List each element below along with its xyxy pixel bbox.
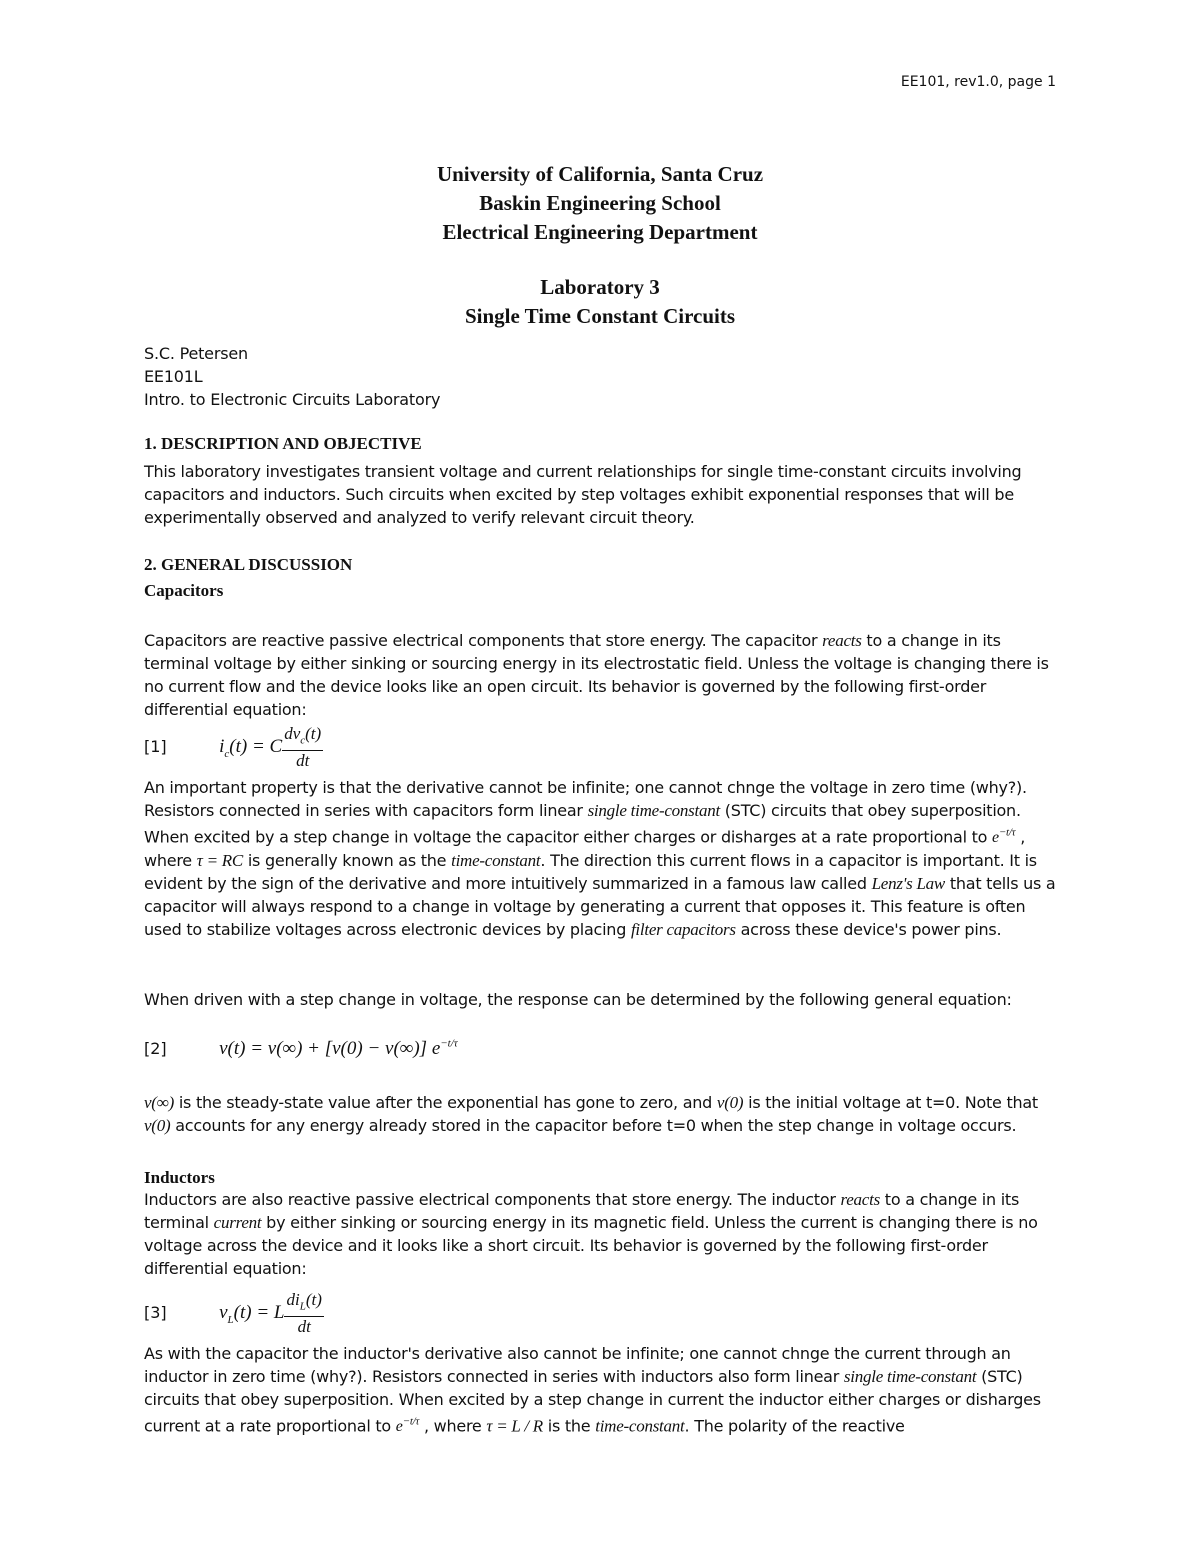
- text-span: is the initial voltage at t=0. Note that: [743, 1093, 1038, 1112]
- page-header: EE101, rev1.0, page 1: [900, 74, 1056, 90]
- text-span: accounts for any energy already stored in the capacitor before t=0 when the step change in voltage occurs.: [170, 1116, 1017, 1135]
- capacitors-paragraph-2: [144, 776, 1064, 941]
- emphasis: filter capacitors: [630, 920, 736, 940]
- section-heading: 2. GENERAL DISCUSSION: [144, 555, 353, 574]
- text-span: is the steady-state value after the exponential has gone to zero, and: [174, 1093, 717, 1112]
- subsection-heading-inductors: Inductors: [144, 1168, 215, 1187]
- exponential-term: $e^{-t/\tau}$: [395, 1416, 420, 1436]
- lab-number: Laboratory 3: [540, 275, 660, 299]
- text-span: that tells us a capacitor will always respond to a change in voltage by generating a current that opposes it. This feature is often used to stabilize voltages across electronic devices by placing: [144, 874, 1056, 940]
- emphasis: time-constant: [451, 851, 541, 871]
- paragraph: [144, 1091, 1064, 1137]
- department-title: Electrical Engineering Department: [442, 220, 758, 244]
- equation-1: [144, 724, 323, 771]
- paragraph: When driven with a step change in voltage, the response can be determined by the following general equation:: [144, 990, 1012, 1009]
- university-title: University of California, Santa Cruz: [436, 162, 764, 186]
- inductors-subsection: [144, 1168, 1064, 1280]
- inductors-paragraph-2: [144, 1342, 1064, 1438]
- author-block: [144, 342, 440, 411]
- text-span: to a change in its terminal: [144, 1190, 1020, 1232]
- derivative-fraction: $\frac{dv_c(t)}{dt}$: [284, 724, 322, 771]
- text-span: As with the capacitor the inductor's derivative also cannot be infinite; one cannot chnge the current through an inductor in zero time (why?). Resistors connected in series with inductors also form linear: [144, 1344, 1011, 1386]
- title-block: [0, 160, 1200, 331]
- emphasis: reacts: [822, 631, 862, 650]
- equation-2: [144, 1038, 458, 1060]
- equation-number: [3]: [144, 1303, 167, 1323]
- text-span: . The direction this current flows in a capacitor is important. It is evident by the sign of the derivative and more intuitively summarized in a famous law called: [144, 851, 1037, 894]
- v-zero-term: v(0): [144, 1116, 171, 1135]
- text-span: across these device's power pins.: [735, 920, 1002, 940]
- text-span: Inductors are also reactive passive electrical components that store energy. The inductor: [144, 1190, 841, 1209]
- section-heading: 1. DESCRIPTION AND OBJECTIVE: [144, 434, 422, 453]
- tau-lr-formula: τ = L / R: [486, 1416, 543, 1436]
- equation-number: [2]: [144, 1039, 167, 1059]
- text-span: is the: [542, 1416, 596, 1436]
- section-description: [144, 434, 1064, 529]
- v-infinity-term: v(∞): [144, 1093, 174, 1112]
- author-name: S.C. Petersen: [144, 344, 248, 363]
- v-zero-term: v(0): [716, 1093, 744, 1112]
- course-code: EE101L: [144, 367, 203, 386]
- emphasis: Lenz's Law: [871, 874, 946, 894]
- text-span: (STC) circuits that obey superposition. When excited by a step change in voltage the capacitor either charges or disharges at a rate proportional to: [144, 801, 1021, 847]
- emphasis: single time-constant: [843, 1367, 977, 1386]
- text-span: (STC) circuits that obey superposition. When excited by a step change in current the inductor either charges or disharges current at a rate proportional to: [144, 1367, 1041, 1436]
- text-span: , where: [419, 1416, 487, 1436]
- paragraph: [144, 776, 1064, 941]
- paragraph: [144, 1342, 1064, 1438]
- capacitors-paragraph-1: [144, 629, 1064, 721]
- equation-1-formula: $i_c(t) = C$: [219, 736, 283, 760]
- text-span: An important property is that the derivative cannot be infinite; one cannot chnge the voltage in zero time (why?). Resistors connected in series with capacitors form linear: [144, 778, 1027, 820]
- text-span: to a change in its terminal voltage by either sinking or sourcing energy in its electrostatic field. Unless the voltage is changing there is no current flow and the device looks like an open circuit. Its behavior is governed by the following first-order differential equation:: [144, 631, 1049, 719]
- capacitors-paragraph-3: [144, 988, 1064, 1011]
- equation-2-formula: v(t) = v(∞) + [v(0) − v(∞)] $e^{-t/\tau}$: [219, 1038, 458, 1060]
- paragraph: [144, 629, 1064, 721]
- school-title: Baskin Engineering School: [479, 191, 721, 215]
- capacitors-paragraph-4: [144, 1091, 1064, 1137]
- equation-3: [144, 1290, 324, 1337]
- tau-rc-formula: τ = RC: [196, 851, 244, 871]
- text-span: is generally known as the: [243, 851, 452, 871]
- section-general-discussion: [144, 555, 1064, 601]
- subsection-heading-capacitors: Capacitors: [144, 581, 224, 600]
- text-span: . The polarity of the reactive: [684, 1416, 905, 1436]
- equation-3-formula: $v_L(t) = L$: [219, 1302, 285, 1326]
- text-span: , where: [144, 827, 1026, 871]
- derivative-fraction: $\frac{di_L(t)}{dt}$: [286, 1290, 322, 1337]
- equation-number: [1]: [144, 737, 167, 757]
- text-span: Capacitors are reactive passive electrical components that store energy. The capacitor: [144, 631, 823, 650]
- lab-title: Single Time Constant Circuits: [464, 304, 736, 328]
- emphasis: time-constant: [595, 1416, 685, 1436]
- exponential-term: $e^{-t/\tau}$: [992, 827, 1016, 847]
- emphasis: reacts: [840, 1190, 880, 1209]
- section-body: This laboratory investigates transient voltage and current relationships for single time-constant circuits involving capacitors and inductors. Such circuits when excited by step voltages exhibit exponential responses that will be experimentally observed and analyzed to verify relevant circuit theory.: [144, 462, 1022, 527]
- emphasis: single time-constant: [587, 801, 720, 820]
- text-span: by either sinking or sourcing energy in its magnetic field. Unless the current is changing there is no voltage across the device and it looks like a short circuit. Its behavior is governed by the following first-order differential equation:: [144, 1213, 1038, 1278]
- emphasis: current: [213, 1213, 262, 1232]
- course-title: Intro. to Electronic Circuits Laboratory: [144, 390, 441, 409]
- paragraph: [144, 1188, 1064, 1280]
